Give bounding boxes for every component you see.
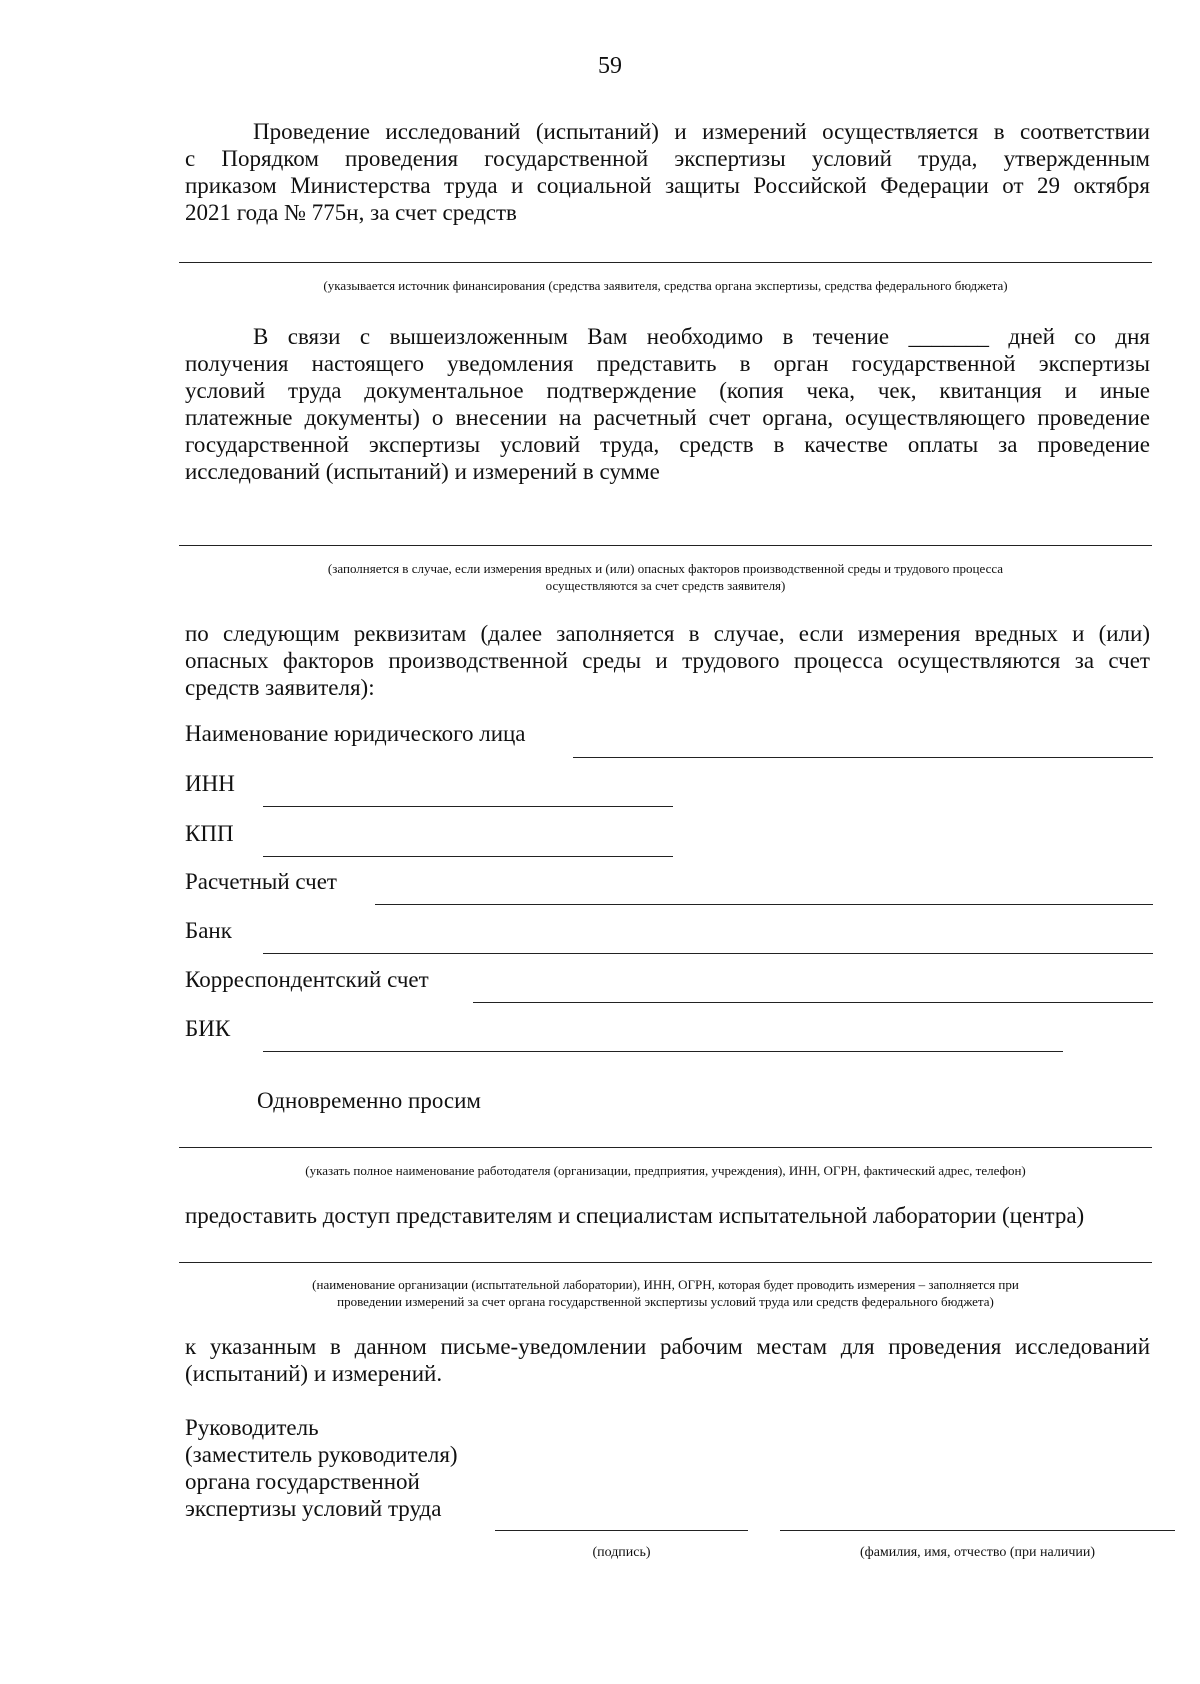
signatory-line: экспертизы условий труда — [185, 1496, 442, 1521]
paragraph-line: (испытаний) и измерений. — [185, 1361, 443, 1386]
legal-entity-label: Наименование юридического лица — [185, 721, 526, 746]
paragraph-line: получения настоящего уведомления представить в орган государственной экспертизы — [185, 351, 1150, 376]
corr-account-field[interactable] — [473, 1002, 1153, 1003]
simultaneously-text: Одновременно просим — [257, 1088, 481, 1113]
account-label: Расчетный счет — [185, 869, 337, 894]
paragraph-line: исследований (испытаний) и измерений в сумме — [185, 459, 660, 484]
full-name-field[interactable] — [780, 1530, 1175, 1531]
funding-source-caption: (указывается источник финансирования (средства заявителя, средства органа экспертизы, средства федерального бюджета) — [323, 278, 1008, 293]
bank-field[interactable] — [263, 953, 1153, 954]
amount-caption — [179, 560, 1152, 594]
full-name-caption: (фамилия, имя, отчество (при наличии) — [859, 1545, 1096, 1560]
laboratory-line[interactable] — [179, 1262, 1152, 1263]
paragraph-line: с Порядком проведения государственной экспертизы условий труда, утвержденным — [185, 146, 1150, 171]
employer-line[interactable] — [179, 1147, 1152, 1148]
paragraph-payment — [185, 323, 1150, 485]
employer-caption: (указать полное наименование работодателя (организации, предприятия, учреждения), ИНН, ОГРН, фактический адрес, телефон) — [305, 1163, 1026, 1178]
paragraph-line: государственной экспертизы условий труда, средств в качестве оплаты за проведение — [185, 432, 1150, 457]
paragraph-line: к указанным в данном письме-уведомлении рабочим местам для проведения исследований — [185, 1334, 1150, 1359]
caption-line: (заполняется в случае, если измерения вредных и (или) опасных факторов производственной среды и трудового процесса — [327, 561, 1004, 576]
kpp-field[interactable] — [263, 856, 673, 857]
paragraph-line: Проведение исследований (испытаний) и измерений осуществляется в соответствии — [253, 119, 1150, 144]
signatory-line: органа государственной — [185, 1469, 420, 1494]
paragraph-line: 2021 года № 775н, за счет средств — [185, 200, 517, 225]
bank-label: Банк — [185, 918, 232, 943]
paragraph-line: условий труда документальное подтверждение (копия чека, чек, квитанция и иные — [185, 378, 1150, 403]
paragraph-line: опасных факторов производственной среды и трудового процесса осуществляются за счет — [185, 648, 1150, 673]
paragraph-line: средств заявителя): — [185, 675, 375, 700]
laboratory-caption — [179, 1276, 1152, 1310]
paragraph-procedure — [185, 118, 1150, 226]
bik-label: БИК — [185, 1016, 231, 1041]
signature-caption: (подпись) — [592, 1545, 651, 1560]
signatory-title — [185, 1414, 585, 1522]
amount-line — [179, 545, 1152, 546]
paragraph-line: приказом Министерства труда и социальной защиты Российской Федерации от 29 октября — [185, 173, 1150, 198]
funding-source-line — [179, 262, 1152, 263]
paragraph-requisites — [185, 620, 1150, 701]
legal-entity-field[interactable] — [573, 757, 1153, 758]
kpp-label: КПП — [185, 821, 234, 846]
corr-account-label: Корреспондентский счет — [185, 967, 429, 992]
signatory-line: (заместитель руководителя) — [185, 1442, 458, 1467]
access-text: предоставить доступ представителям и специалистам испытательной лаборатории (центра) — [185, 1203, 1085, 1228]
page-number: 59 — [598, 53, 622, 79]
account-field[interactable] — [375, 904, 1153, 905]
caption-line: осуществляются за счет средств заявителя) — [545, 578, 786, 593]
inn-label: ИНН — [185, 771, 235, 796]
paragraph-line: по следующим реквизитам (далее заполняется в случае, если измерения вредных и (или) — [185, 621, 1150, 646]
bik-field[interactable] — [263, 1051, 1063, 1052]
signature-field[interactable] — [495, 1530, 748, 1531]
paragraph-line: В связи с вышеизложенным Вам необходимо в течение _______ дней со дня — [253, 324, 1150, 349]
caption-line: (наименование организации (испытательной лаборатории), ИНН, ОГРН, которая будет проводить измерения – заполняется при — [312, 1277, 1019, 1292]
inn-field[interactable] — [263, 806, 673, 807]
caption-line: проведении измерений за счет органа государственной экспертизы условий труда или средств федерального бюджета) — [337, 1294, 994, 1309]
paragraph-line: платежные документы) о внесении на расчетный счет органа, осуществляющего проведение — [185, 405, 1150, 430]
paragraph-workplaces — [185, 1333, 1150, 1387]
signatory-line: Руководитель — [185, 1415, 319, 1440]
